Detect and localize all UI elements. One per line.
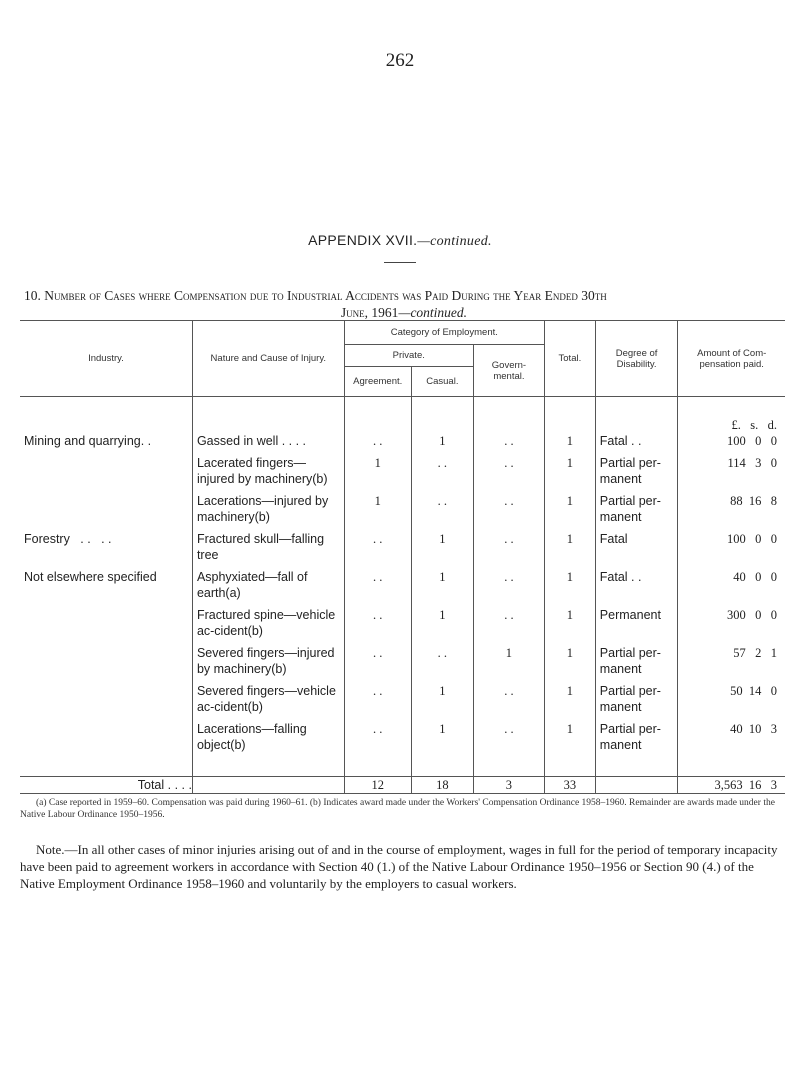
cell-agreement: . .	[344, 569, 411, 607]
cell-degree: Partial per-manent	[595, 493, 678, 531]
cell-gov: . .	[473, 531, 544, 569]
cell-total: 1	[544, 569, 595, 607]
cell-nature: Fractured spine—vehicle ac-cident(b)	[192, 607, 344, 645]
header-nature: Nature and Cause of Injury.	[192, 321, 344, 397]
cell-total: 1	[544, 433, 595, 455]
table-row	[20, 645, 785, 683]
appendix-title	[0, 232, 800, 250]
table-row	[20, 721, 785, 759]
cell-industry	[20, 721, 192, 759]
cell-amount: 100 0 0	[678, 531, 785, 569]
cell-industry: Mining and quarrying. .	[24, 433, 152, 448]
cell-nature: Severed fingers—injured by machinery(b)	[192, 645, 344, 683]
cell-amount: 100 0 0	[678, 433, 785, 455]
cell-agreement: . .	[344, 683, 411, 721]
cell-degree: Fatal	[595, 531, 678, 569]
table-row	[20, 433, 785, 455]
cell-gov: 1	[473, 645, 544, 683]
cell-gov: . .	[473, 607, 544, 645]
cell-agreement: . .	[344, 531, 411, 569]
cell-amount: 40 10 3	[678, 721, 785, 759]
cell-nature: Gassed in well . . . .	[192, 433, 344, 455]
cell-gov: . .	[473, 721, 544, 759]
cell-total: 1	[544, 531, 595, 569]
cell-total: 1	[544, 721, 595, 759]
total-governmental: 3	[473, 777, 544, 794]
cell-total: 1	[544, 455, 595, 493]
cell-agreement: . .	[344, 433, 411, 455]
table-row	[20, 531, 785, 569]
cell-nature: Lacerations—falling object(b)	[192, 721, 344, 759]
cell-industry	[20, 455, 192, 493]
cell-industry: Forestry . . . .	[24, 531, 112, 546]
cell-casual: . .	[411, 645, 473, 683]
section-heading	[24, 287, 784, 321]
cell-amount: 300 0 0	[678, 607, 785, 645]
cell-degree: Partial per-manent	[595, 721, 678, 759]
header-category: Category of Employment.	[344, 321, 544, 345]
cell-amount: 40 0 0	[678, 569, 785, 607]
compensation-table	[20, 320, 785, 794]
currency-units: £. s. d.	[678, 397, 785, 433]
cell-nature: Lacerated fingers—injured by machinery(b)	[192, 455, 344, 493]
header-agreement: Agreement.	[344, 367, 411, 397]
page-number: 262	[385, 50, 415, 71]
cell-nature: Severed fingers—vehicle ac-cident(b)	[192, 683, 344, 721]
heading-line-1: Number of Cases where Compensation due to Industrial Accidents was Paid During the Year Ended 30th	[44, 288, 607, 303]
cell-nature: Lacerations—injured by machinery(b)	[192, 493, 344, 531]
cell-degree: Partial per-manent	[595, 683, 678, 721]
cell-casual: 1	[411, 721, 473, 759]
cell-casual: 1	[411, 433, 473, 455]
appendix-continued: —continued.	[417, 234, 492, 249]
cell-industry	[20, 607, 192, 645]
table-row	[20, 569, 785, 607]
total-amount: 3,563 16 3	[678, 777, 785, 794]
cell-total: 1	[544, 607, 595, 645]
total-row	[20, 777, 785, 794]
heading-date: June, 1961	[340, 305, 399, 320]
cell-degree: Partial per-manent	[595, 455, 678, 493]
cell-total: 1	[544, 645, 595, 683]
heading-number: 10.	[24, 288, 41, 303]
header-industry: Industry.	[20, 321, 192, 397]
cell-degree: Fatal . .	[595, 569, 678, 607]
header-private: Private.	[344, 345, 473, 367]
total-agreement: 12	[344, 777, 411, 794]
table-row	[20, 683, 785, 721]
cell-agreement: . .	[344, 607, 411, 645]
cell-total: 1	[544, 683, 595, 721]
header-degree: Degree of Disability.	[595, 321, 678, 397]
table-row	[20, 493, 785, 531]
cell-amount: 88 16 8	[678, 493, 785, 531]
cell-amount: 114 3 0	[678, 455, 785, 493]
cell-nature: Fractured skull—falling tree	[192, 531, 344, 569]
cell-degree: Partial per-manent	[595, 645, 678, 683]
table-row	[20, 607, 785, 645]
total-label: Total . . . .	[20, 777, 192, 794]
header-casual: Casual.	[411, 367, 473, 397]
cell-gov: . .	[473, 569, 544, 607]
cell-agreement: . .	[344, 645, 411, 683]
cell-gov: . .	[473, 493, 544, 531]
cell-amount: 50 14 0	[678, 683, 785, 721]
cell-casual: 1	[411, 607, 473, 645]
appendix-label: APPENDIX XVII.	[308, 232, 418, 248]
cell-nature: Asphyxiated—fall of earth(a)	[192, 569, 344, 607]
cell-agreement: . .	[344, 721, 411, 759]
heading-line-2	[24, 304, 784, 321]
cell-casual: 1	[411, 683, 473, 721]
cell-gov: . .	[473, 683, 544, 721]
heading-continued: —continued.	[398, 305, 468, 320]
table-row	[20, 455, 785, 493]
divider	[384, 262, 416, 263]
cell-industry	[20, 493, 192, 531]
cell-degree: Permanent	[595, 607, 678, 645]
header-total: Total.	[544, 321, 595, 397]
total-casual: 18	[411, 777, 473, 794]
cell-gov: . .	[473, 433, 544, 455]
cell-casual: . .	[411, 493, 473, 531]
cell-gov: . .	[473, 455, 544, 493]
cell-industry: Not elsewhere specified	[24, 569, 157, 584]
cell-agreement: 1	[344, 455, 411, 493]
cell-agreement: 1	[344, 493, 411, 531]
cell-casual: 1	[411, 531, 473, 569]
footnote: (a) Case reported in 1959–60. Compensation was paid during 1960–61. (b) Indicates award made under the Workers' Compensation Ordinance 1958–1960. Remainder are awards made under the Native Labour Ordinance 1950–1956.	[20, 798, 775, 820]
cell-industry	[20, 645, 192, 683]
header-governmental: Govern-mental.	[473, 345, 544, 397]
cell-casual: 1	[411, 569, 473, 607]
header-amount: Amount of Com-pensation paid.	[678, 321, 785, 397]
cell-total: 1	[544, 493, 595, 531]
cell-amount: 57 2 1	[678, 645, 785, 683]
note-paragraph: Note.—In all other cases of minor injuries arising out of and in the course of employment, wages in full for the period of temporary incapacity have been paid to agreement workers in accordance with Section 40 (1.) of the Native Labour Ordinance 1950–1956 or Section 90 (4.) of the Native Employment Ordinance 1958–1960 and voluntarily by the employers to casual workers.	[20, 842, 778, 891]
cell-casual: . .	[411, 455, 473, 493]
cell-industry	[20, 683, 192, 721]
cell-degree: Fatal . .	[595, 433, 678, 455]
total-total: 33	[544, 777, 595, 794]
